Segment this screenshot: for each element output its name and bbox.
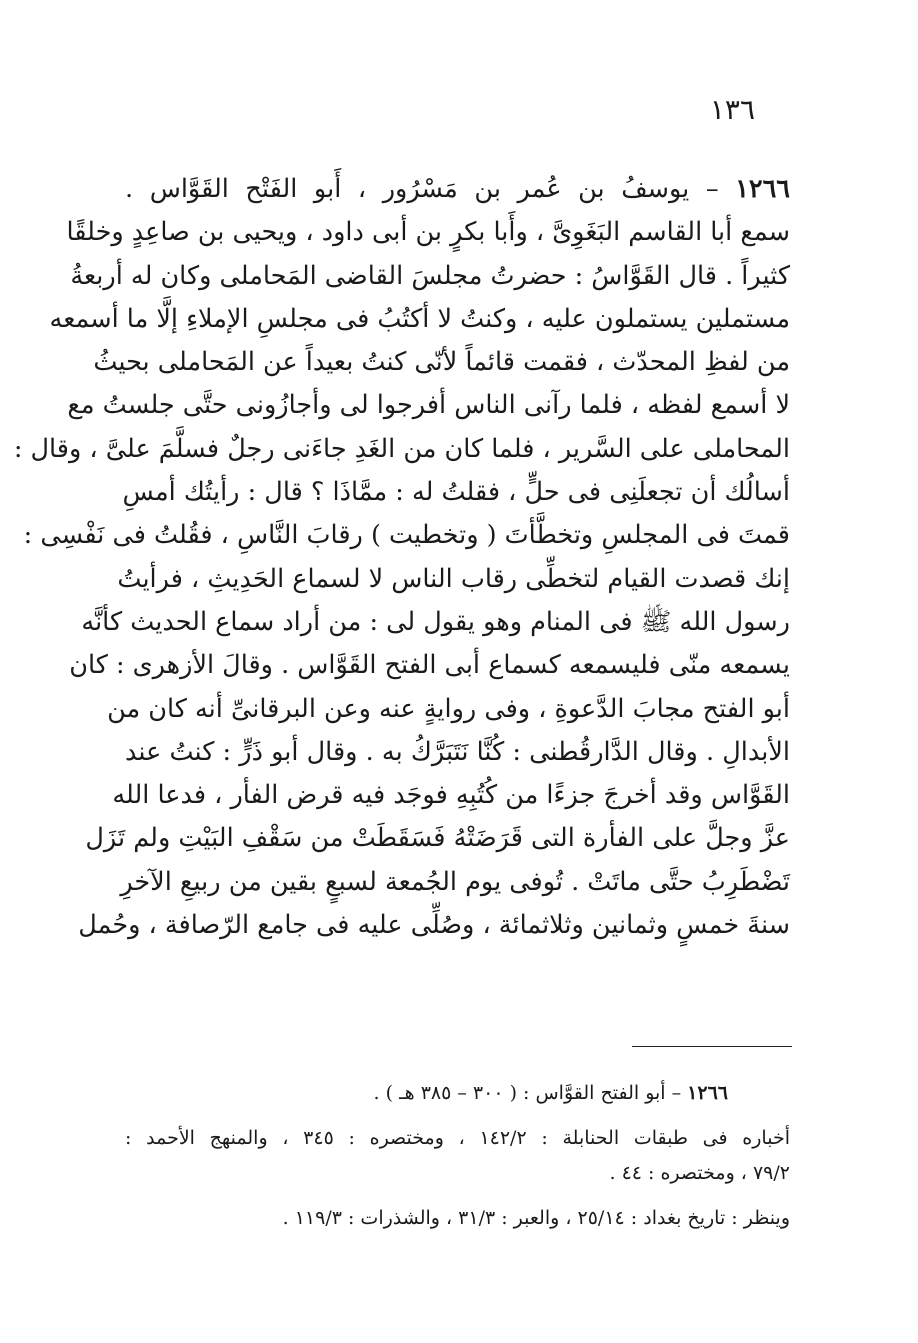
- footnote-see-also: وينظر : تاريخ بغداد : ٢٥/١٤ ، والعبر : ٣١/٣ ، والشذرات : ١١٩/٣ .: [282, 1207, 790, 1229]
- text-line: سمع أبا القاسم البَغَوِىَّ ، وأَبا بكرٍ بن أبى داود ، ويحيى بن صاعِدٍ وخلقًا: [66, 217, 790, 248]
- text-line: أسالُك أن تجعلَنِى فى حلٍّ ، فقلتُ له : ممَّاذَا ؟ قال : رأيتُك أمسِ: [122, 477, 790, 508]
- biography-entry: [13, 168, 790, 947]
- footnote-separator: [632, 1046, 792, 1047]
- text-line: من لفظِ المحدّث ، فقمت قائماً لأنّى كنتُ بعيداً عن المَحاملى بحيثُ: [93, 347, 790, 378]
- text-line: تَضْطَرِبُ حتَّى ماتَتْ . تُوفى يوم الجُمعة لسبعٍ بقين من ربيعِ الآخرِ: [120, 866, 790, 897]
- entry-heading-text: – يوسفُ بن عُمر بن مَسْرُور ، أَبو الفَتْح القَوَّاس .: [125, 174, 719, 204]
- text-line: سنةَ خمسٍ وثمانين وثلاثمائة ، وصُلِّى عليه فى جامع الرّصافة ، وحُمل: [78, 910, 790, 941]
- text-line: مستملين يستملون عليه ، وكنتُ لا أكتُبُ فى مجلسِ الإملاءِ إلَّا ما أسمعه: [49, 303, 790, 334]
- text-line: الأبدالِ . وقال الدَّارقُطنى : كُنَّا نَتَبَرَّكُ به . وقال أبو ذَرٍّ : كنتُ عند: [125, 736, 790, 767]
- text-line: عزَّ وجلَّ على الفأرة التى قَرَضَتْهُ فَسَقَطَتْ من سَقْفِ البَيْتِ ولم تَزَل: [85, 823, 790, 854]
- text-line: إنك قصدت القيام لتخطِّى رقاب الناس لا لسماع الحَدِيثِ ، فرأيتُ: [117, 563, 790, 594]
- entry-number: ١٢٦٦: [735, 174, 790, 204]
- text-line: قمتَ فى المجلسِ وتخطَّأتَ ( وتخطيت ) رقابَ النَّاسِ ، فقُلتُ فى نَفْسِى :: [23, 520, 790, 551]
- footnote-sources-line: أخباره فى طبقات الحنابلة : ١٤٢/٢ ، ومختصره : ٣٤٥ ، والمنهج الأحمد :: [125, 1127, 790, 1149]
- footnote-sources-line: ٧٩/٢ ، ومختصره : ٤٤ .: [609, 1162, 790, 1184]
- text-line: أبو الفتح مجابَ الدَّعوةِ ، وفى روايةٍ عنه وعن البرقانىِّ أنه كان من: [107, 693, 790, 724]
- footnote-heading-text: – أبو الفتح القوَّاس : ( ٣٠٠ – ٣٨٥ هـ ) .: [373, 1082, 682, 1104]
- text-line: المحاملى على السَّرير ، فلما كان من الغَدِ جاءَنى رجلٌ فسلَّمَ علىَّ ، وقال :: [13, 433, 790, 464]
- footnote-number: ١٢٦٦: [687, 1082, 728, 1104]
- page-number: ١٣٦: [709, 93, 755, 126]
- text-line: يسمعه منّى فليسمعه كسماع أبى الفتح القَوَّاس . وقالَ الأزهرى : كان: [69, 650, 790, 681]
- text-line: لا أسمع لفظه ، فلما رآنى الناس أفرجوا لى وأجازُونى حتَّى جلستُ مع: [67, 390, 790, 421]
- text-line: كثيراً . قال القَوَّاسُ : حضرتُ مجلسَ القاضى المَحاملى وكان له أربعةُ: [70, 260, 790, 291]
- text-line: رسول الله ﷺ فى المنام وهو يقول لى : من أراد سماع الحديث كأنَّه: [81, 606, 790, 637]
- text-line: القَوَّاس وقد أخرجَ جزءًا من كُتُبِهِ فوجَد فيه قرض الفأر ، فدعا الله: [112, 780, 790, 811]
- entry-heading-line: [125, 168, 790, 211]
- footnote-heading: [125, 1076, 790, 1111]
- footnotes: [125, 1076, 790, 1236]
